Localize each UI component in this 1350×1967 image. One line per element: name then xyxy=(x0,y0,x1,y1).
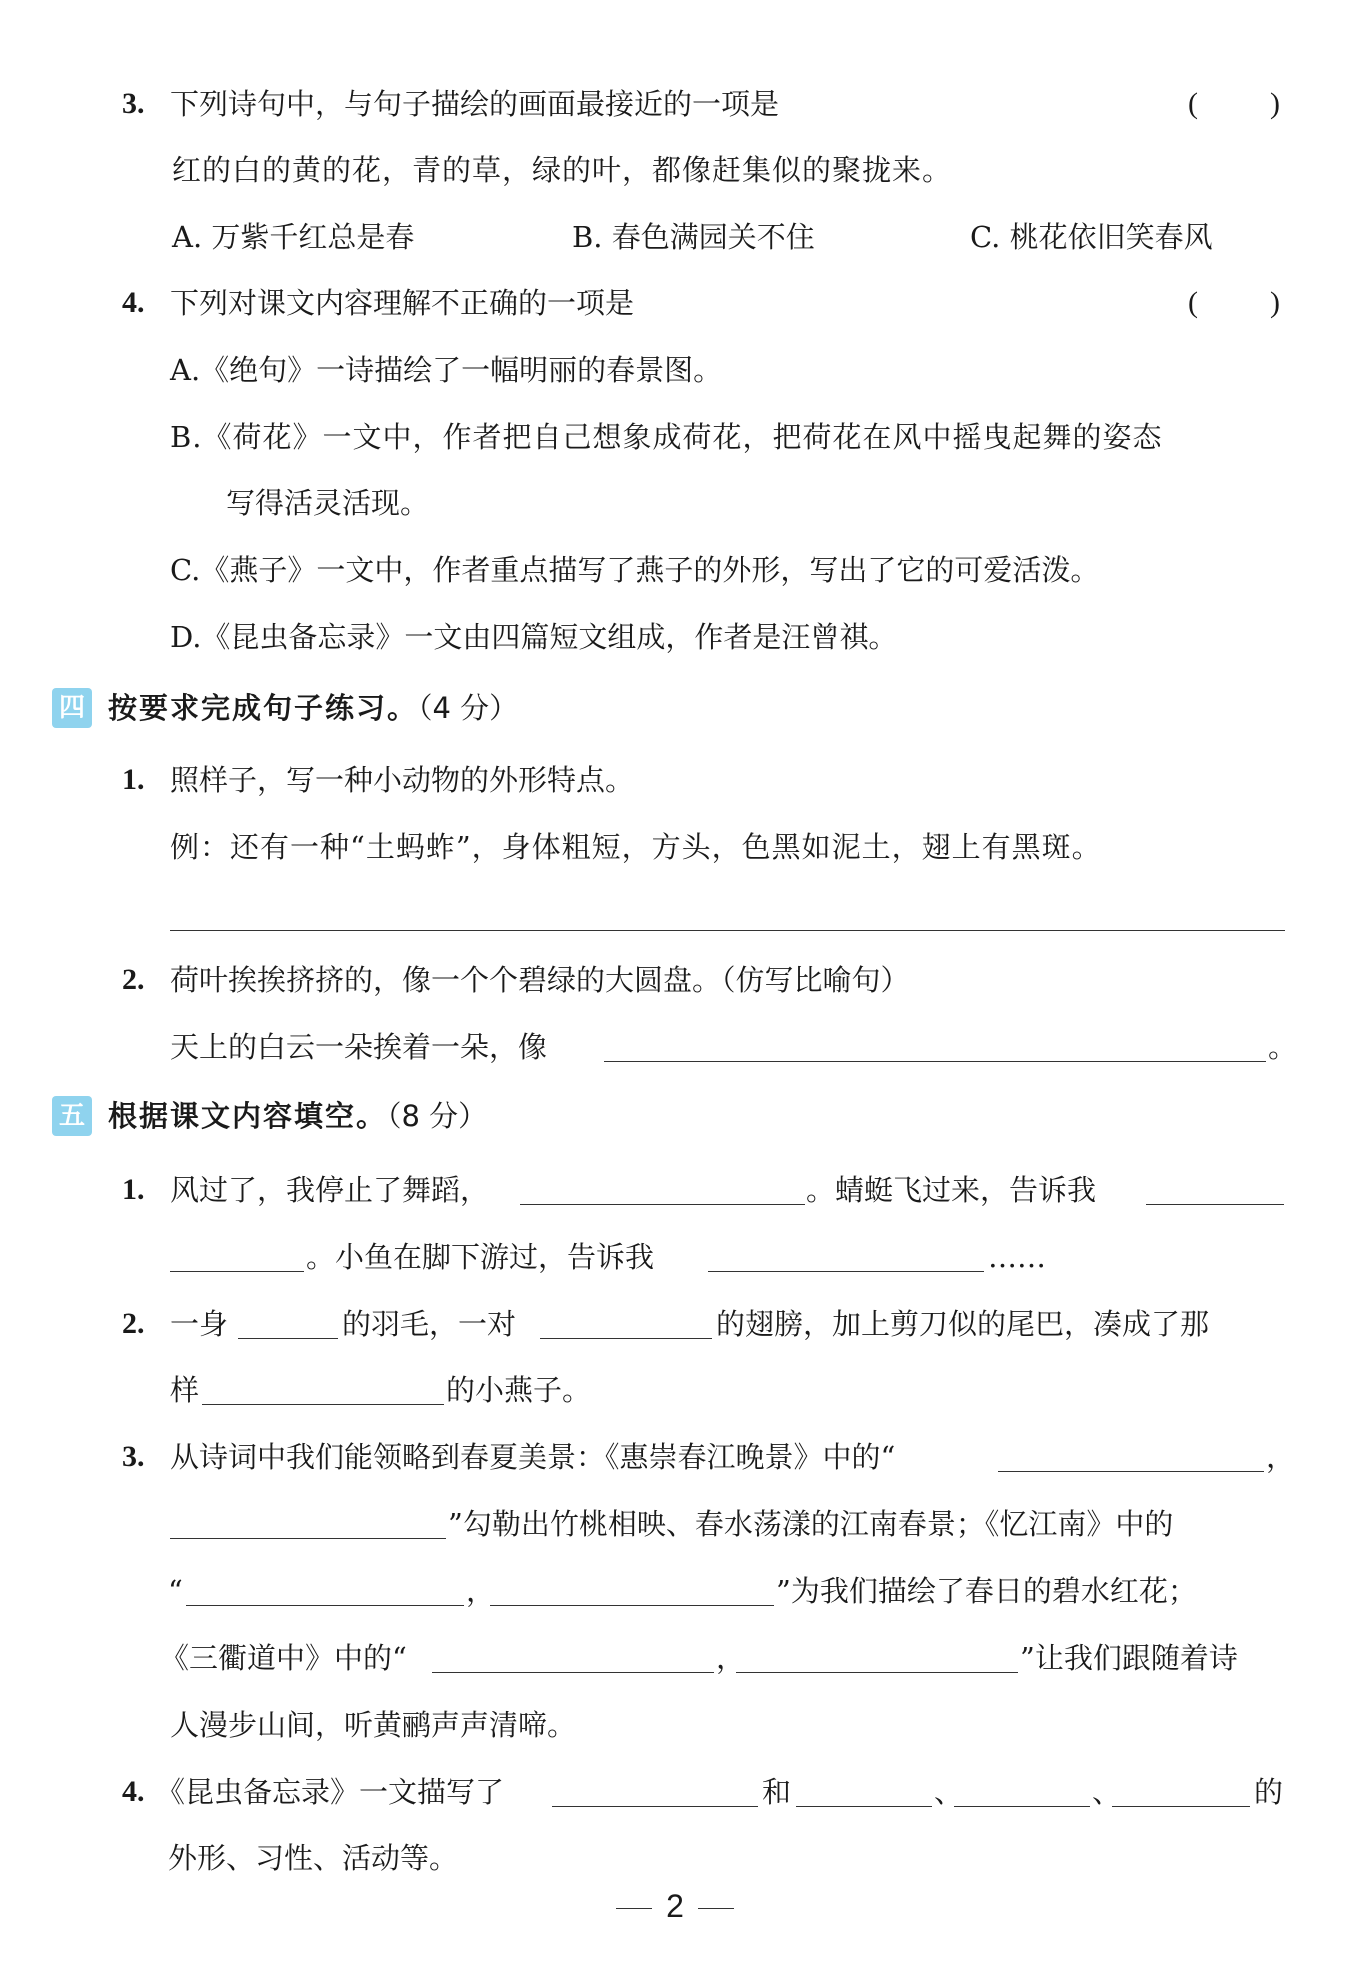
question-stem: 照样子，写一种小动物的外形特点。 xyxy=(170,763,635,797)
section-4-header xyxy=(0,688,1350,734)
fill-blank[interactable] xyxy=(552,1776,758,1807)
text-segment: 的小燕子。 xyxy=(446,1373,592,1407)
option-b[interactable]: B. 春色满园关不住 xyxy=(572,220,815,254)
answer-line[interactable] xyxy=(170,930,1285,931)
fill-blank[interactable] xyxy=(186,1575,464,1606)
text-segment: 《三衢道中》中的“ xyxy=(160,1641,407,1675)
fill-prompt: 天上的白云一朵挨着一朵，像 xyxy=(170,1030,548,1064)
section-score: （4 分） xyxy=(418,691,519,725)
question-number: 3. xyxy=(122,87,145,120)
text-segment: ， xyxy=(466,1574,496,1608)
text-segment: 。蜻蜓飞过来，告诉我 xyxy=(806,1173,1097,1207)
text-segment: 的翅膀，加上剪刀似的尾巴，凑成了那 xyxy=(716,1307,1210,1341)
text-segment: ”为我们描绘了春日的碧水红花； xyxy=(776,1574,1197,1608)
fill-blank[interactable] xyxy=(170,1508,446,1539)
section-badge: 五 xyxy=(52,1096,92,1136)
text-segment: “ xyxy=(168,1574,183,1608)
text-segment: 、 xyxy=(1092,1775,1122,1809)
fill-blank[interactable] xyxy=(954,1776,1090,1807)
question-number: 3. xyxy=(122,1440,145,1473)
text-segment: 的羽毛，一对 xyxy=(342,1307,517,1341)
text-segment: ， xyxy=(1266,1440,1296,1474)
fill-blank[interactable] xyxy=(708,1241,984,1272)
fill-blank[interactable] xyxy=(520,1174,805,1205)
text-segment: 和 xyxy=(762,1775,792,1809)
text-segment: 人漫步山间，听黄鹂声声清啼。 xyxy=(170,1708,577,1742)
question-number: 1. xyxy=(122,1173,145,1206)
example-text: 例：还有一种“土蚂蚱”，身体粗短，方头，色黑如泥土，翅上有黑斑。 xyxy=(170,830,1102,864)
text-segment: ， xyxy=(716,1641,746,1675)
page-footer xyxy=(0,1888,1350,1932)
section-title: 根据课文内容填空。（8 分） xyxy=(108,1099,488,1133)
text-segment: 、 xyxy=(934,1775,964,1809)
question-number: 4. xyxy=(122,286,145,319)
option-a[interactable]: A.《绝句》一诗描绘了一幅明丽的春景图。 xyxy=(170,353,723,387)
question-stem: 荷叶挨挨挤挤的，像一个个碧绿的大圆盘。（仿写比喻句） xyxy=(170,963,910,997)
fill-blank[interactable] xyxy=(604,1031,1266,1062)
question-number: 2. xyxy=(122,963,145,996)
question-stem: 下列对课文内容理解不正确的一项是 xyxy=(170,286,635,320)
fill-blank[interactable] xyxy=(432,1642,714,1673)
option-c[interactable]: C.《燕子》一文中，作者重点描写了燕子的外形，写出了它的可爱活泼。 xyxy=(170,553,1100,587)
section-5-header xyxy=(0,1096,1350,1142)
text-segment: 的 xyxy=(1254,1775,1284,1809)
dash-right xyxy=(698,1908,734,1909)
text-segment: 《昆虫备忘录》一文描写了 xyxy=(156,1775,505,1809)
fill-blank[interactable] xyxy=(736,1642,1018,1673)
section-badge: 四 xyxy=(52,688,92,728)
text-segment: 一身 xyxy=(170,1307,229,1341)
section-title: 按要求完成句子练习。（4 分） xyxy=(108,691,519,725)
option-d[interactable]: D.《昆虫备忘录》一文由四篇短文组成，作者是汪曾祺。 xyxy=(170,620,898,654)
question-number: 1. xyxy=(122,763,145,796)
section-score: （8 分） xyxy=(387,1099,488,1133)
text-segment: 外形、习性、活动等。 xyxy=(168,1841,459,1875)
fill-blank[interactable] xyxy=(490,1575,774,1606)
ellipsis: …… xyxy=(988,1240,1046,1274)
fill-blank[interactable] xyxy=(998,1441,1264,1472)
text-segment: ”让我们跟随着诗 xyxy=(1020,1641,1238,1675)
text-segment: ”勾勒出竹桃相映、春水荡漾的江南春景；《忆江南》中的 xyxy=(448,1507,1174,1541)
question-number: 4. xyxy=(122,1775,145,1808)
fill-blank[interactable] xyxy=(202,1374,444,1405)
option-c[interactable]: C. 桃花依旧笑春风 xyxy=(970,220,1213,254)
text-segment: 风过了，我停止了舞蹈， xyxy=(170,1173,490,1207)
worksheet-page: 3. 下列诗句中，与句子描绘的画面最接近的一项是 ( ) 红的白的黄的花，青的草，绿的叶，都像赶集似的聚拢来。 A. 万紫千红总是春 B. 春色满园关不住 C. 桃花依旧笑春风 4. 下列对课文内容理解不正确的一项是 ( ) A.《绝句》一诗描绘了一幅明丽的春景图。 B.《荷花》一文中，作者把自己想象成荷花，把荷花在风中摇曳起舞的姿态 写得活灵活现。 C.《燕子》一文中，作者重点描写了燕子的外形，写出了它的可爱活泼。 D.《昆虫备忘录》一文由四篇短文组成，作者是汪曾祺。 四 按要求完成句子练习。（4 分） 1. 照样子，写一种小动物的外形特点。 例：还有一种“土蚂蚱”，身体粗短，方头，色黑如泥土，翅上有黑斑。 2. 荷叶挨挨挤挤的，像一个个碧绿的大圆盘。（仿写比喻句） 天上的白云一朵挨着一朵，像 。 五 根据课文内容填空。（8 分） 1. 风过了，我停止了舞蹈， 。蜻蜓飞过来，告诉我 。小鱼在脚下游过，告诉我 …… 2. 一身 的羽毛，一对 的翅膀，加上剪刀似的尾巴，凑成了那 样 的小燕子。 3. 从诗词中我们能领略到春夏美景：《惠崇春江晚景》中的“ ， ”勾勒出竹桃相映、春水荡漾的江南春景；《忆江南》中的 “ ， ”为我们描绘了春日的碧水红花； 《三衢道中》中的“ ， ”让我们跟随着诗 人漫步山间，听黄鹂声声清啼。 4. 《昆虫备忘录》一文描写了 和 、 、 的 外形、习性、活动等。 2 xyxy=(0,0,1350,1967)
option-b-continued: 写得活灵活现。 xyxy=(226,486,430,520)
option-a[interactable]: A. 万紫千红总是春 xyxy=(172,220,415,254)
text-segment: 从诗词中我们能领略到春夏美景：《惠崇春江晚景》中的“ xyxy=(170,1440,896,1474)
fill-blank[interactable] xyxy=(1112,1776,1250,1807)
question-stem: 下列诗句中，与句子描绘的画面最接近的一项是 xyxy=(170,87,780,121)
quote-text: 红的白的黄的花，青的草，绿的叶，都像赶集似的聚拢来。 xyxy=(172,153,953,187)
fill-blank[interactable] xyxy=(796,1776,932,1807)
fill-blank[interactable] xyxy=(238,1308,338,1339)
dash-left xyxy=(616,1908,652,1909)
option-b[interactable]: B.《荷花》一文中，作者把自己想象成荷花，把荷花在风中摇曳起舞的姿态 xyxy=(170,420,1163,454)
fill-blank[interactable] xyxy=(170,1241,304,1272)
text-segment: 。小鱼在脚下游过，告诉我 xyxy=(306,1240,655,1274)
fill-blank[interactable] xyxy=(1146,1174,1284,1205)
fill-blank[interactable] xyxy=(540,1308,712,1339)
text-segment: 样 xyxy=(170,1373,200,1407)
page-number: 2 xyxy=(666,1888,684,1924)
fill-end: 。 xyxy=(1268,1030,1298,1064)
question-number: 2. xyxy=(122,1307,145,1340)
